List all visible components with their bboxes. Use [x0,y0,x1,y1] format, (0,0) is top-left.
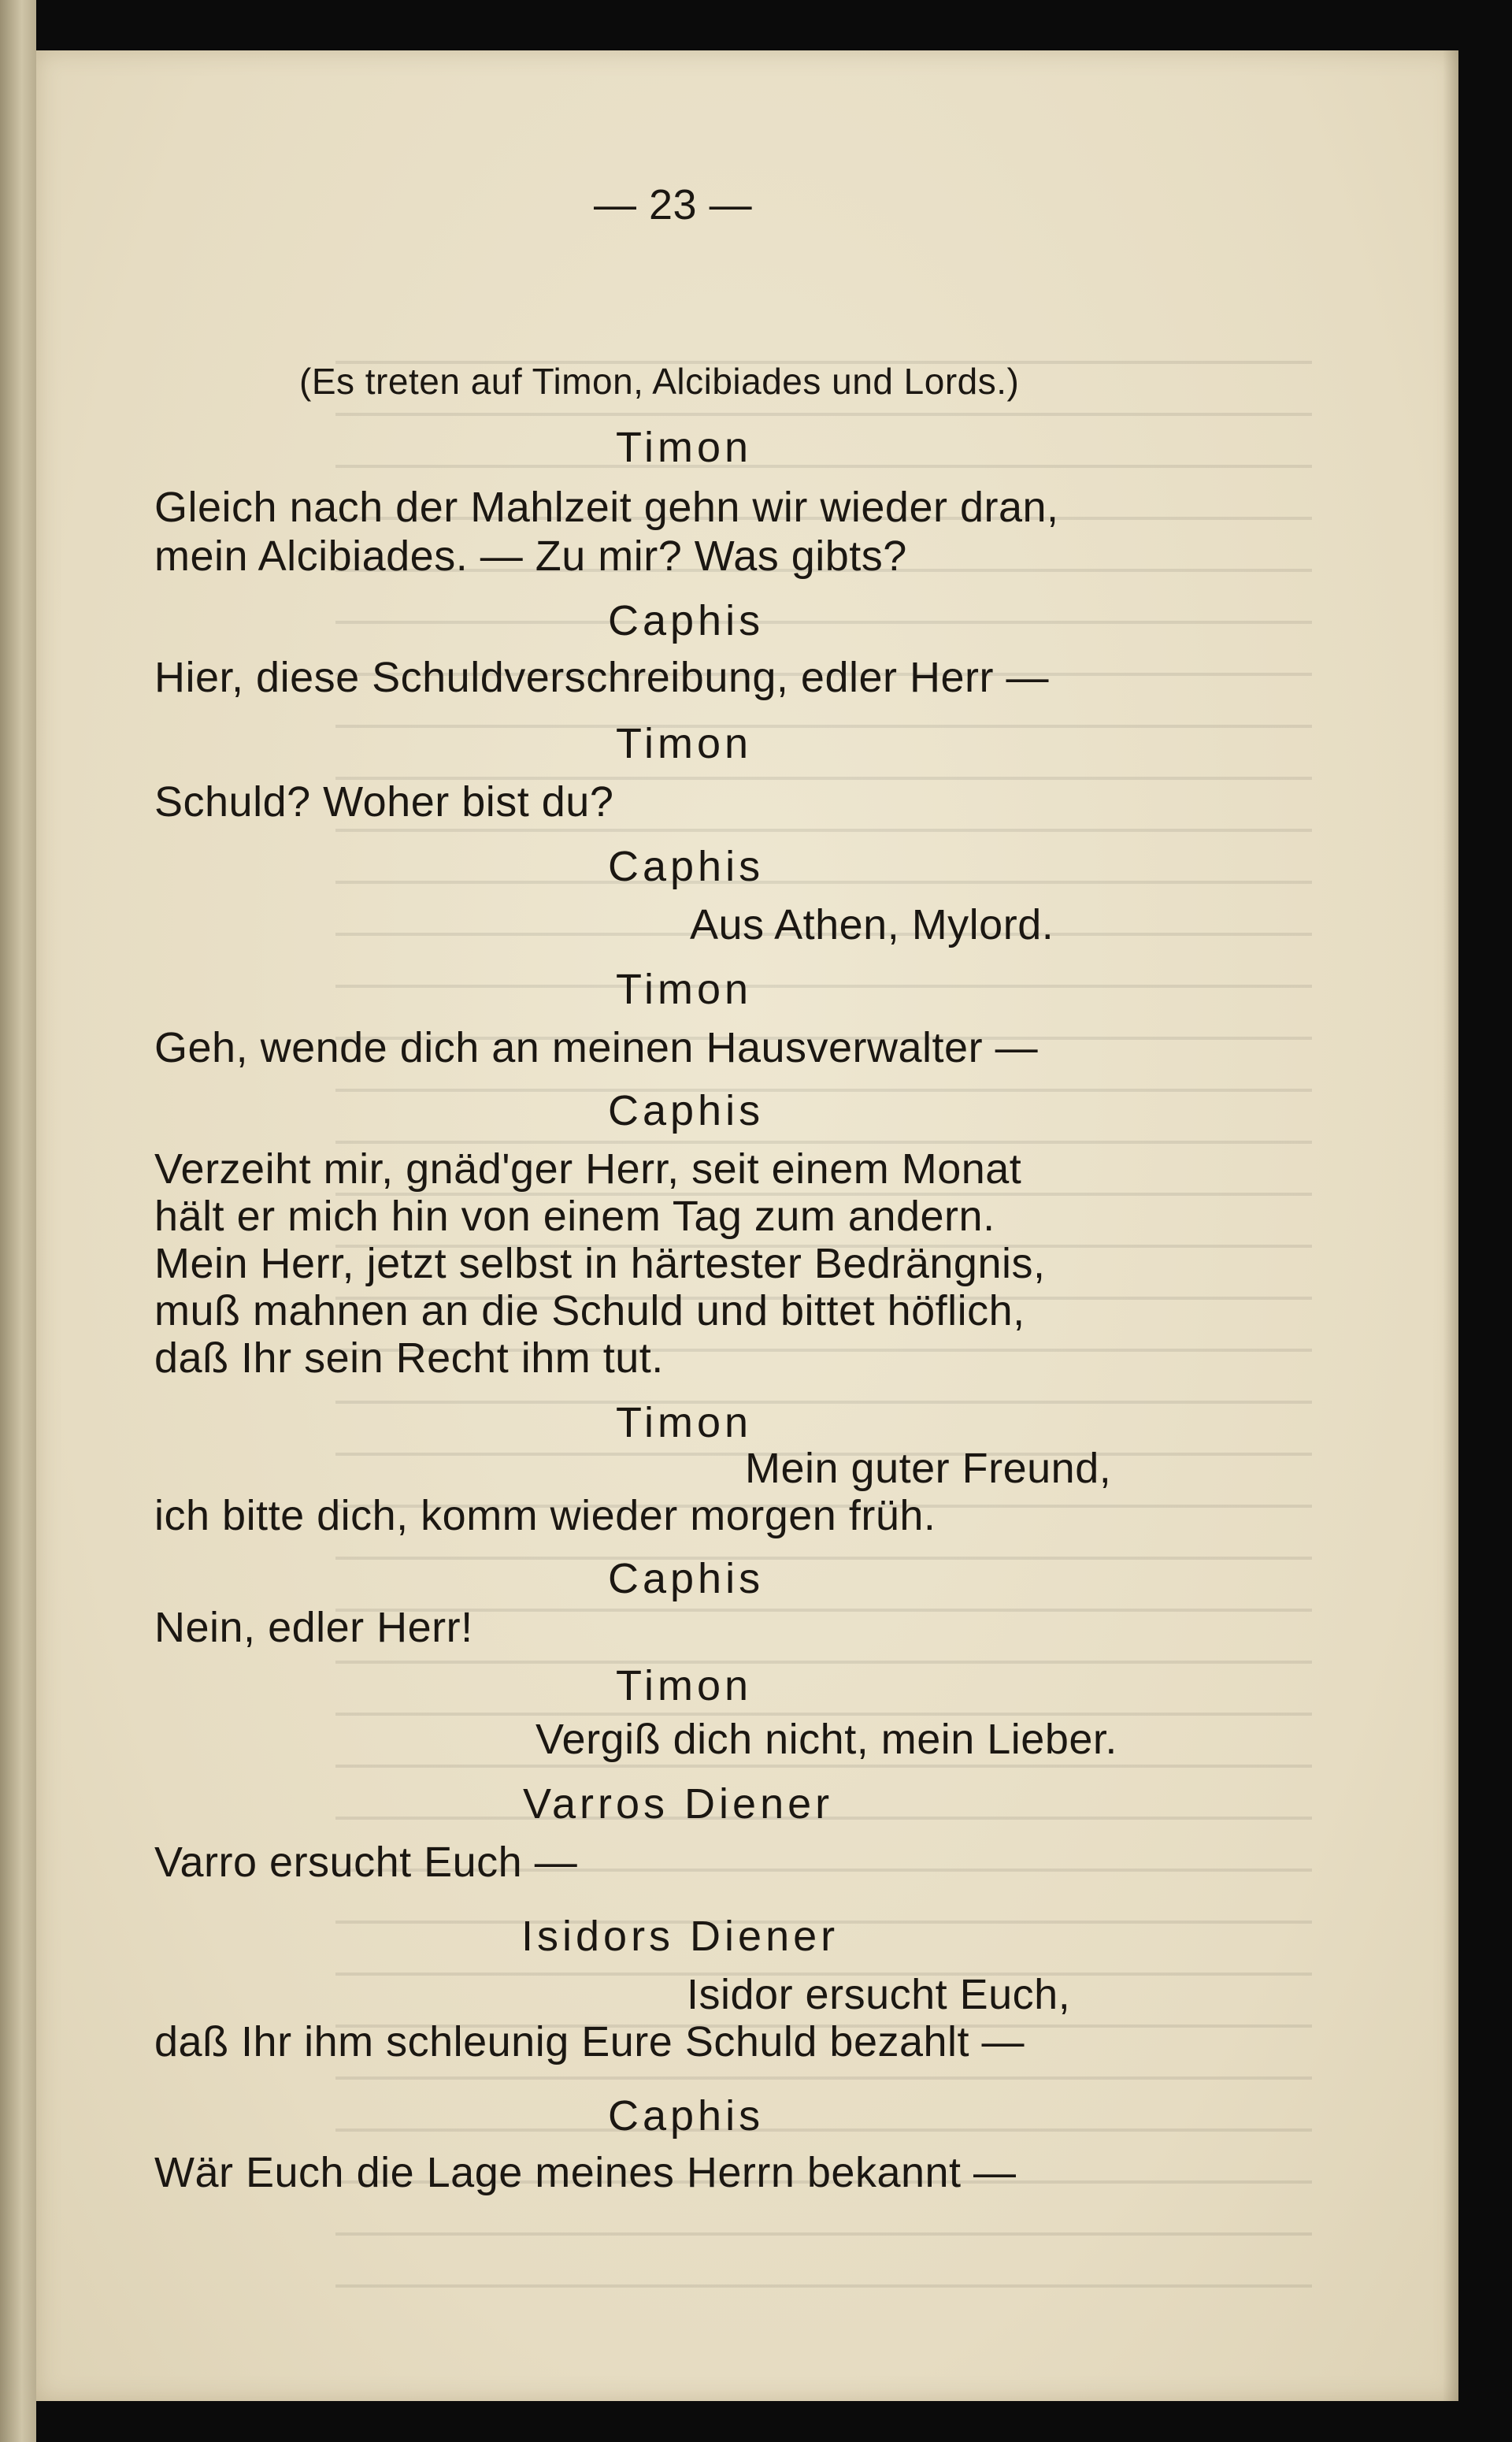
verse-line: mein Alcibiades. — Zu mir? Was gibts? [154,533,907,580]
verse-line: Wär Euch die Lage meines Herrn bekannt — [154,2149,1017,2196]
speaker-name: Caphis [608,1087,765,1134]
verse-line: Gleich nach der Mahlzeit gehn wir wieder dran, [154,484,1059,531]
verse-line: Schuld? Woher bist du? [154,778,614,826]
verse-line: ich bitte dich, komm wieder morgen früh. [154,1492,936,1539]
verse-line: daß Ihr sein Recht ihm tut. [154,1334,664,1382]
book-page [36,50,1458,2401]
speaker-name: Caphis [608,597,765,644]
speaker-name: Isidors Diener [521,1913,839,1960]
verse-line: Hier, diese Schuldverschreibung, edler Herr — [154,654,1050,701]
speaker-name: Timon [616,720,753,767]
book-spine [0,0,36,2442]
speaker-name: Caphis [608,1555,765,1602]
page-edge-shadow [1443,50,1458,2401]
verse-line: Nein, edler Herr! [154,1604,473,1651]
verse-line: Isidor ersucht Euch, [687,1971,1071,2018]
speaker-name: Timon [616,966,753,1013]
page-number: — 23 — [594,181,753,228]
verse-line: hält er mich hin von einem Tag zum andern. [154,1193,995,1240]
stage-direction: (Es treten auf Timon, Alcibiades und Lords.) [299,361,1020,402]
speaker-name: Caphis [608,2092,765,2140]
verse-line: Geh, wende dich an meinen Hausverwalter — [154,1024,1039,1071]
speaker-name: Caphis [608,843,765,890]
speaker-name: Timon [616,1662,753,1709]
verse-line: Mein Herr, jetzt selbst in härtester Bedrängnis, [154,1240,1046,1287]
speaker-name: Timon [616,1399,753,1446]
verse-line: Mein guter Freund, [745,1445,1112,1492]
verse-line: muß mahnen an die Schuld und bittet höflich, [154,1287,1025,1334]
verse-line: Aus Athen, Mylord. [690,901,1054,948]
verse-line: Varro ersucht Euch — [154,1839,578,1886]
speaker-name: Varros Diener [523,1780,834,1828]
speaker-name: Timon [616,424,753,471]
verse-line: Verzeiht mir, gnäd'ger Herr, seit einem Monat [154,1145,1022,1193]
verse-line: daß Ihr ihm schleunig Eure Schuld bezahlt — [154,2018,1025,2065]
verse-line: Vergiß dich nicht, mein Lieber. [536,1716,1117,1763]
